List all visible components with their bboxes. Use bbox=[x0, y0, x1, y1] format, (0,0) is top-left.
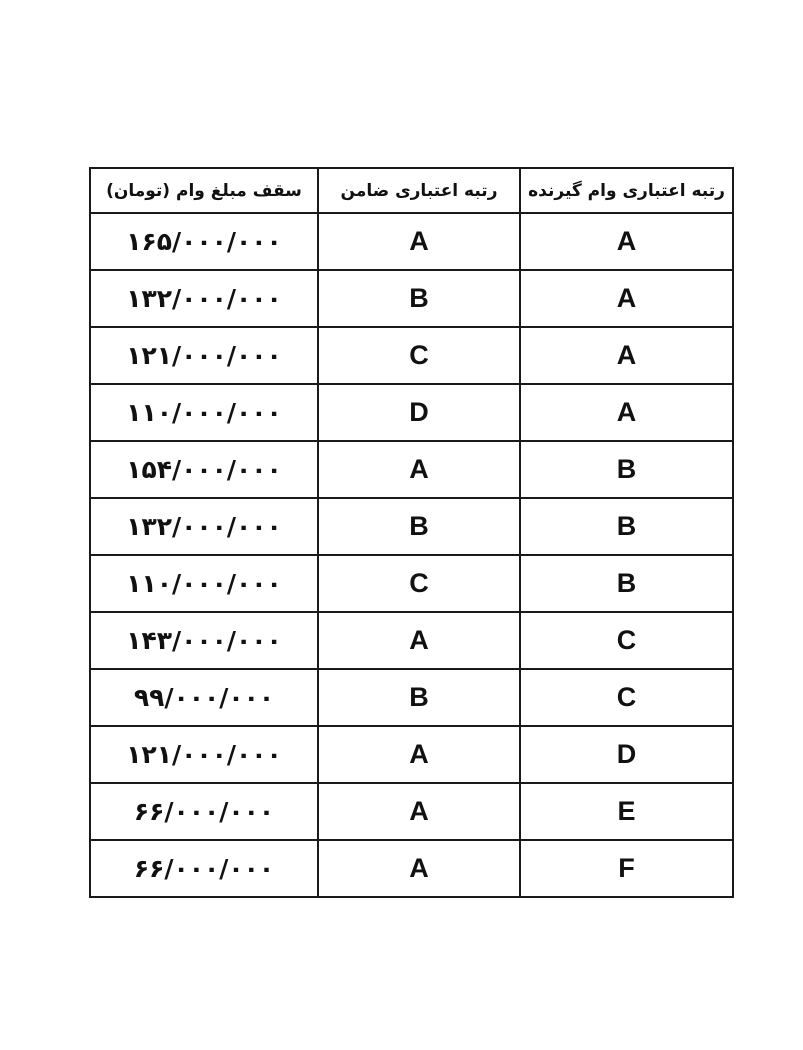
borrower-grade-cell bbox=[520, 783, 733, 840]
guarantor-grade-cell bbox=[318, 498, 520, 555]
loan-cap-amount: ۱۱۰/۰۰۰/۰۰۰ bbox=[126, 398, 282, 427]
table-row bbox=[90, 498, 733, 555]
guarantor-grade: A bbox=[409, 625, 429, 655]
guarantor-grade: D bbox=[409, 397, 429, 427]
borrower-grade-cell bbox=[520, 612, 733, 669]
guarantor-grade-cell bbox=[318, 612, 520, 669]
borrower-grade-cell bbox=[520, 840, 733, 897]
loan-cap-cell bbox=[90, 498, 318, 555]
table-row bbox=[90, 612, 733, 669]
loan-cap-amount: ۹۹/۰۰۰/۰۰۰ bbox=[133, 683, 275, 712]
borrower-grade: A bbox=[616, 226, 637, 256]
guarantor-grade-cell bbox=[318, 840, 520, 897]
header-borrower-grade: رتبه اعتباری وام گیرنده bbox=[520, 168, 733, 213]
guarantor-grade-cell bbox=[318, 555, 520, 612]
table-row bbox=[90, 441, 733, 498]
loan-cap-cell bbox=[90, 555, 318, 612]
table-row bbox=[90, 270, 733, 327]
loan-cap-cell bbox=[90, 783, 318, 840]
borrower-grade: E bbox=[617, 796, 636, 826]
borrower-grade: C bbox=[616, 682, 637, 712]
guarantor-grade: C bbox=[409, 340, 429, 370]
loan-cap-amount: ۱۴۳/۰۰۰/۰۰۰ bbox=[126, 626, 282, 655]
guarantor-grade-cell bbox=[318, 669, 520, 726]
guarantor-grade-cell bbox=[318, 327, 520, 384]
header-guarantor-grade: رتبه اعتباری ضامن bbox=[318, 168, 520, 213]
table-row bbox=[90, 384, 733, 441]
guarantor-grade: A bbox=[409, 853, 429, 883]
table-row bbox=[90, 555, 733, 612]
table-row bbox=[90, 726, 733, 783]
loan-cap-amount: ۱۵۴/۰۰۰/۰۰۰ bbox=[126, 455, 282, 484]
borrower-grade-cell bbox=[520, 726, 733, 783]
borrower-grade: B bbox=[616, 568, 637, 598]
borrower-grade: B bbox=[616, 454, 637, 484]
loan-cap-table bbox=[89, 167, 734, 898]
loan-cap-cell bbox=[90, 213, 318, 270]
loan-cap-cell bbox=[90, 270, 318, 327]
guarantor-grade-cell bbox=[318, 384, 520, 441]
guarantor-grade: B bbox=[409, 511, 429, 541]
loan-cap-cell bbox=[90, 327, 318, 384]
guarantor-grade-cell bbox=[318, 441, 520, 498]
table-row bbox=[90, 783, 733, 840]
loan-cap-cell bbox=[90, 726, 318, 783]
loan-cap-amount: ۱۳۲/۰۰۰/۰۰۰ bbox=[126, 284, 282, 313]
table-row bbox=[90, 840, 733, 897]
loan-cap-cell bbox=[90, 612, 318, 669]
loan-cap-cell bbox=[90, 441, 318, 498]
guarantor-grade-cell bbox=[318, 726, 520, 783]
borrower-grade-cell bbox=[520, 270, 733, 327]
guarantor-grade: B bbox=[409, 682, 429, 712]
loan-cap-amount: ۶۶/۰۰۰/۰۰۰ bbox=[133, 854, 275, 883]
borrower-grade: F bbox=[618, 853, 635, 883]
borrower-grade: A bbox=[616, 283, 637, 313]
table-row bbox=[90, 669, 733, 726]
guarantor-grade-cell bbox=[318, 213, 520, 270]
guarantor-grade-cell bbox=[318, 270, 520, 327]
guarantor-grade-cell bbox=[318, 783, 520, 840]
borrower-grade: A bbox=[616, 340, 637, 370]
borrower-grade-cell bbox=[520, 441, 733, 498]
loan-cap-amount: ۱۶۵/۰۰۰/۰۰۰ bbox=[126, 227, 282, 256]
loan-cap-amount: ۶۶/۰۰۰/۰۰۰ bbox=[133, 797, 275, 826]
guarantor-grade: C bbox=[409, 568, 429, 598]
header-loan-cap: سقف مبلغ وام (تومان) bbox=[90, 168, 318, 213]
borrower-grade-cell bbox=[520, 669, 733, 726]
table-row bbox=[90, 327, 733, 384]
loan-cap-amount: ۱۲۱/۰۰۰/۰۰۰ bbox=[126, 740, 282, 769]
borrower-grade: B bbox=[616, 511, 637, 541]
loan-cap-amount: ۱۲۱/۰۰۰/۰۰۰ bbox=[126, 341, 282, 370]
borrower-grade: C bbox=[616, 625, 637, 655]
guarantor-grade: A bbox=[409, 796, 429, 826]
loan-cap-amount: ۱۱۰/۰۰۰/۰۰۰ bbox=[126, 569, 282, 598]
table-header-row bbox=[90, 168, 733, 213]
guarantor-grade: A bbox=[409, 454, 429, 484]
loan-cap-amount: ۱۳۲/۰۰۰/۰۰۰ bbox=[126, 512, 282, 541]
loan-cap-cell bbox=[90, 669, 318, 726]
borrower-grade-cell bbox=[520, 555, 733, 612]
borrower-grade-cell bbox=[520, 327, 733, 384]
borrower-grade: A bbox=[616, 397, 637, 427]
borrower-grade-cell bbox=[520, 384, 733, 441]
borrower-grade-cell bbox=[520, 213, 733, 270]
guarantor-grade: A bbox=[409, 739, 429, 769]
borrower-grade-cell bbox=[520, 498, 733, 555]
borrower-grade: D bbox=[616, 739, 637, 769]
table-row bbox=[90, 213, 733, 270]
loan-cap-cell bbox=[90, 384, 318, 441]
guarantor-grade: A bbox=[409, 226, 429, 256]
guarantor-grade: B bbox=[409, 283, 429, 313]
loan-cap-cell bbox=[90, 840, 318, 897]
